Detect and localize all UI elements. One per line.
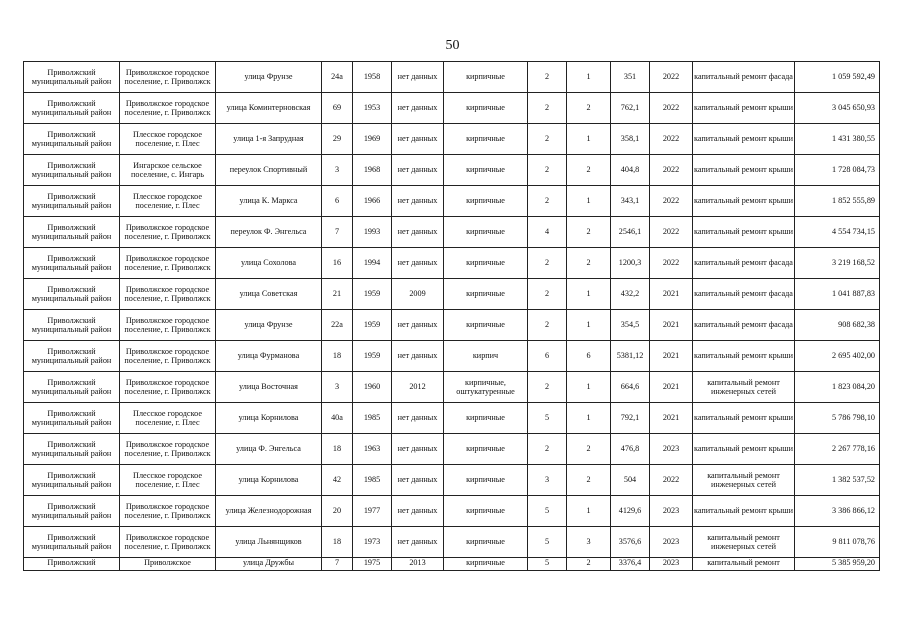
cell-walls: кирпичные — [444, 527, 528, 558]
cell-area: 1200,3 — [611, 248, 650, 279]
cell-cost: 2 695 402,00 — [795, 341, 880, 372]
cell-street: улица Коминтерновская — [216, 93, 322, 124]
cell-plan-year: 2023 — [650, 527, 693, 558]
cell-district: Приволжский муниципальный район — [24, 93, 120, 124]
cell-house: 16 — [322, 248, 353, 279]
cell-settlement: Приволжское городское поселение, г. Приволжск — [120, 279, 216, 310]
cell-walls: кирпичные — [444, 155, 528, 186]
cell-district: Приволжский муниципальный район — [24, 465, 120, 496]
cell-district: Приволжский муниципальный район — [24, 527, 120, 558]
cell-cost: 1 041 887,83 — [795, 279, 880, 310]
cell-floors: 4 — [528, 217, 567, 248]
cell-street: улица Сохолова — [216, 248, 322, 279]
cell-entrances: 1 — [567, 403, 611, 434]
cell-plan-year: 2022 — [650, 124, 693, 155]
cell-district: Приволжский муниципальный район — [24, 372, 120, 403]
cell-settlement: Приволжское городское поселение, г. Приволжск — [120, 341, 216, 372]
cell-settlement: Приволжское городское поселение, г. Приволжск — [120, 434, 216, 465]
cell-house: 7 — [322, 217, 353, 248]
cell-district: Приволжский муниципальный район — [24, 217, 120, 248]
cell-walls: кирпичные — [444, 93, 528, 124]
cell-district: Приволжский муниципальный район — [24, 186, 120, 217]
cell-street: улица Дружбы — [216, 558, 322, 571]
table-row — [24, 403, 880, 434]
cell-walls: кирпичные — [444, 217, 528, 248]
cell-settlement: Приволжское городское поселение, г. Приволжск — [120, 93, 216, 124]
cell-area: 476,8 — [611, 434, 650, 465]
cell-district: Приволжский муниципальный район — [24, 124, 120, 155]
cell-entrances: 2 — [567, 558, 611, 571]
cell-year-built: 1953 — [353, 93, 392, 124]
cell-work: капитальный ремонт фасада — [693, 279, 795, 310]
cell-year-repair: нет данных — [392, 186, 444, 217]
cell-walls: кирпичные — [444, 558, 528, 571]
cell-walls: кирпичные — [444, 465, 528, 496]
cell-district: Приволжский муниципальный район — [24, 403, 120, 434]
cell-settlement: Ингарское сельское поселение, с. Ингарь — [120, 155, 216, 186]
cell-cost: 1 852 555,89 — [795, 186, 880, 217]
cell-street: переулок Ф. Энгельса — [216, 217, 322, 248]
cell-work: капитальный ремонт крыши — [693, 155, 795, 186]
cell-year-built: 1959 — [353, 341, 392, 372]
cell-year-repair: нет данных — [392, 217, 444, 248]
cell-plan-year: 2022 — [650, 217, 693, 248]
cell-settlement: Плесское городское поселение, г. Плес — [120, 465, 216, 496]
cell-settlement: Приволжское городское поселение, г. Приволжск — [120, 310, 216, 341]
cell-settlement: Приволжское городское поселение, г. Приволжск — [120, 248, 216, 279]
cell-floors: 6 — [528, 341, 567, 372]
cell-area: 504 — [611, 465, 650, 496]
cell-work: капитальный ремонт инженерных сетей — [693, 372, 795, 403]
cell-entrances: 1 — [567, 279, 611, 310]
cell-house: 24а — [322, 62, 353, 93]
table-row — [24, 155, 880, 186]
cell-floors: 3 — [528, 465, 567, 496]
cell-plan-year: 2023 — [650, 496, 693, 527]
cell-year-built: 1994 — [353, 248, 392, 279]
cell-area: 343,1 — [611, 186, 650, 217]
cell-area: 3576,6 — [611, 527, 650, 558]
cell-house: 69 — [322, 93, 353, 124]
cell-year-built: 1958 — [353, 62, 392, 93]
cell-street: улица К. Маркса — [216, 186, 322, 217]
cell-area: 664,6 — [611, 372, 650, 403]
table-row — [24, 496, 880, 527]
cell-year-repair: нет данных — [392, 124, 444, 155]
cell-year-built: 1960 — [353, 372, 392, 403]
table-row — [24, 310, 880, 341]
cell-work: капитальный ремонт крыши — [693, 217, 795, 248]
cell-work: капитальный ремонт фасада — [693, 62, 795, 93]
cell-year-repair: нет данных — [392, 465, 444, 496]
cell-settlement: Приволжское городское поселение, г. Приволжск — [120, 496, 216, 527]
cell-house: 22а — [322, 310, 353, 341]
cell-entrances: 2 — [567, 217, 611, 248]
cell-area: 404,8 — [611, 155, 650, 186]
cell-house: 7 — [322, 558, 353, 571]
cell-plan-year: 2022 — [650, 248, 693, 279]
cell-entrances: 1 — [567, 496, 611, 527]
table-row — [24, 217, 880, 248]
cell-street: улица Фурманова — [216, 341, 322, 372]
cell-floors: 5 — [528, 527, 567, 558]
cell-floors: 2 — [528, 62, 567, 93]
cell-cost: 9 811 078,76 — [795, 527, 880, 558]
cell-cost: 1 823 084,20 — [795, 372, 880, 403]
cell-plan-year: 2021 — [650, 341, 693, 372]
cell-cost: 1 728 084,73 — [795, 155, 880, 186]
cell-area: 3376,4 — [611, 558, 650, 571]
cell-year-repair: 2013 — [392, 558, 444, 571]
cell-house: 18 — [322, 341, 353, 372]
table-row — [24, 186, 880, 217]
cell-work: капитальный ремонт инженерных сетей — [693, 527, 795, 558]
cell-year-repair: нет данных — [392, 93, 444, 124]
cell-street: улица Корнилова — [216, 403, 322, 434]
table-row — [24, 434, 880, 465]
cell-year-built: 1993 — [353, 217, 392, 248]
cell-year-built: 1968 — [353, 155, 392, 186]
cell-walls: кирпичные — [444, 310, 528, 341]
cell-district: Приволжский — [24, 558, 120, 571]
cell-entrances: 1 — [567, 186, 611, 217]
page-number: 50 — [445, 38, 460, 53]
cell-plan-year: 2023 — [650, 558, 693, 571]
cell-house: 40а — [322, 403, 353, 434]
cell-year-built: 1966 — [353, 186, 392, 217]
cell-cost: 3 386 866,12 — [795, 496, 880, 527]
cell-year-repair: нет данных — [392, 62, 444, 93]
cell-settlement: Приволжское городское поселение, г. Приволжск — [120, 527, 216, 558]
cell-floors: 2 — [528, 248, 567, 279]
cell-work: капитальный ремонт — [693, 558, 795, 571]
cell-year-repair: нет данных — [392, 496, 444, 527]
cell-house: 20 — [322, 496, 353, 527]
cell-year-repair: нет данных — [392, 434, 444, 465]
cell-walls: кирпичные — [444, 248, 528, 279]
cell-street: улица 1-я Запрудная — [216, 124, 322, 155]
cell-entrances: 1 — [567, 310, 611, 341]
cell-year-repair: 2012 — [392, 372, 444, 403]
cell-year-built: 1977 — [353, 496, 392, 527]
cell-cost: 4 554 734,15 — [795, 217, 880, 248]
cell-entrances: 1 — [567, 62, 611, 93]
cell-settlement: Плесское городское поселение, г. Плес — [120, 186, 216, 217]
cell-work: капитальный ремонт крыши — [693, 496, 795, 527]
cell-walls: кирпичные — [444, 403, 528, 434]
cell-floors: 5 — [528, 496, 567, 527]
cell-settlement: Плесское городское поселение, г. Плес — [120, 403, 216, 434]
cell-plan-year: 2022 — [650, 186, 693, 217]
cell-district: Приволжский муниципальный район — [24, 310, 120, 341]
cell-area: 358,1 — [611, 124, 650, 155]
cell-year-repair: нет данных — [392, 527, 444, 558]
cell-floors: 2 — [528, 372, 567, 403]
cell-floors: 5 — [528, 558, 567, 571]
cell-year-built: 1963 — [353, 434, 392, 465]
cell-settlement: Приволжское городское поселение, г. Приволжск — [120, 62, 216, 93]
cell-district: Приволжский муниципальный район — [24, 496, 120, 527]
cell-floors: 2 — [528, 124, 567, 155]
cell-house: 21 — [322, 279, 353, 310]
cell-cost: 2 267 778,16 — [795, 434, 880, 465]
cell-plan-year: 2022 — [650, 155, 693, 186]
cell-year-repair: нет данных — [392, 155, 444, 186]
cell-area: 354,5 — [611, 310, 650, 341]
cell-entrances: 2 — [567, 155, 611, 186]
table-row — [24, 558, 880, 571]
cell-year-repair: нет данных — [392, 310, 444, 341]
cell-walls: кирпичные — [444, 62, 528, 93]
cell-settlement: Приволжское городское поселение, г. Приволжск — [120, 217, 216, 248]
cell-cost: 5 385 959,20 — [795, 558, 880, 571]
cell-year-repair: нет данных — [392, 403, 444, 434]
cell-street: улица Фрунзе — [216, 310, 322, 341]
cell-area: 5381,12 — [611, 341, 650, 372]
cell-work: капитальный ремонт инженерных сетей — [693, 465, 795, 496]
cell-entrances: 6 — [567, 341, 611, 372]
cell-work: капитальный ремонт крыши — [693, 434, 795, 465]
cell-area: 792,1 — [611, 403, 650, 434]
cell-street: переулок Спортивный — [216, 155, 322, 186]
cell-street: улица Фрунзе — [216, 62, 322, 93]
cell-plan-year: 2023 — [650, 434, 693, 465]
table-row — [24, 527, 880, 558]
cell-work: капитальный ремонт крыши — [693, 124, 795, 155]
cell-cost: 3 045 650,93 — [795, 93, 880, 124]
cell-floors: 2 — [528, 186, 567, 217]
cell-year-built: 1959 — [353, 310, 392, 341]
cell-district: Приволжский муниципальный район — [24, 279, 120, 310]
cell-settlement: Плесское городское поселение, г. Плес — [120, 124, 216, 155]
cell-cost: 908 682,38 — [795, 310, 880, 341]
cell-year-built: 1975 — [353, 558, 392, 571]
cell-year-repair: нет данных — [392, 248, 444, 279]
cell-entrances: 2 — [567, 93, 611, 124]
cell-area: 4129,6 — [611, 496, 650, 527]
cell-area: 2546,1 — [611, 217, 650, 248]
cell-work: капитальный ремонт крыши — [693, 93, 795, 124]
cell-floors: 2 — [528, 93, 567, 124]
repair-program-table — [23, 61, 880, 571]
cell-settlement: Приволжское городское поселение, г. Приволжск — [120, 372, 216, 403]
cell-house: 6 — [322, 186, 353, 217]
cell-year-repair: нет данных — [392, 341, 444, 372]
table-row — [24, 341, 880, 372]
cell-work: капитальный ремонт фасада — [693, 310, 795, 341]
cell-year-built: 1959 — [353, 279, 392, 310]
cell-cost: 5 786 798,10 — [795, 403, 880, 434]
cell-entrances: 1 — [567, 124, 611, 155]
cell-street: улица Железнодорожная — [216, 496, 322, 527]
cell-district: Приволжский муниципальный район — [24, 434, 120, 465]
cell-walls: кирпичные — [444, 186, 528, 217]
cell-house: 3 — [322, 372, 353, 403]
table-row — [24, 93, 880, 124]
cell-year-repair: 2009 — [392, 279, 444, 310]
cell-house: 29 — [322, 124, 353, 155]
cell-cost: 1 059 592,49 — [795, 62, 880, 93]
cell-entrances: 1 — [567, 372, 611, 403]
cell-floors: 2 — [528, 310, 567, 341]
cell-plan-year: 2021 — [650, 310, 693, 341]
cell-plan-year: 2021 — [650, 279, 693, 310]
cell-plan-year: 2022 — [650, 93, 693, 124]
cell-work: капитальный ремонт крыши — [693, 186, 795, 217]
cell-street: улица Льнянщиков — [216, 527, 322, 558]
cell-street: улица Советская — [216, 279, 322, 310]
table-row — [24, 124, 880, 155]
cell-settlement: Приволжское — [120, 558, 216, 571]
cell-year-built: 1969 — [353, 124, 392, 155]
cell-year-built: 1973 — [353, 527, 392, 558]
cell-year-built: 1985 — [353, 465, 392, 496]
cell-house: 18 — [322, 434, 353, 465]
table-row — [24, 465, 880, 496]
cell-area: 762,1 — [611, 93, 650, 124]
cell-house: 18 — [322, 527, 353, 558]
cell-floors: 5 — [528, 403, 567, 434]
cell-house: 3 — [322, 155, 353, 186]
cell-walls: кирпичные — [444, 496, 528, 527]
cell-walls: кирпичные, оштукатуренные — [444, 372, 528, 403]
cell-walls: кирпичные — [444, 279, 528, 310]
cell-entrances: 2 — [567, 465, 611, 496]
cell-walls: кирпич — [444, 341, 528, 372]
cell-plan-year: 2022 — [650, 465, 693, 496]
cell-plan-year: 2021 — [650, 372, 693, 403]
cell-floors: 2 — [528, 279, 567, 310]
cell-walls: кирпичные — [444, 124, 528, 155]
cell-entrances: 2 — [567, 434, 611, 465]
table-row — [24, 279, 880, 310]
cell-plan-year: 2022 — [650, 62, 693, 93]
cell-cost: 1 431 380,55 — [795, 124, 880, 155]
cell-street: улица Ф. Энгельса — [216, 434, 322, 465]
cell-work: капитальный ремонт крыши — [693, 403, 795, 434]
cell-street: улица Корнилова — [216, 465, 322, 496]
cell-cost: 3 219 168,52 — [795, 248, 880, 279]
cell-district: Приволжский муниципальный район — [24, 62, 120, 93]
cell-area: 351 — [611, 62, 650, 93]
cell-plan-year: 2021 — [650, 403, 693, 434]
cell-work: капитальный ремонт крыши — [693, 341, 795, 372]
table-row — [24, 248, 880, 279]
cell-street: улица Восточная — [216, 372, 322, 403]
cell-floors: 2 — [528, 155, 567, 186]
cell-cost: 1 382 537,52 — [795, 465, 880, 496]
cell-entrances: 3 — [567, 527, 611, 558]
table-row — [24, 372, 880, 403]
cell-year-built: 1985 — [353, 403, 392, 434]
cell-district: Приволжский муниципальный район — [24, 341, 120, 372]
cell-entrances: 2 — [567, 248, 611, 279]
cell-walls: кирпичные — [444, 434, 528, 465]
table-row — [24, 62, 880, 93]
cell-house: 42 — [322, 465, 353, 496]
cell-floors: 2 — [528, 434, 567, 465]
cell-area: 432,2 — [611, 279, 650, 310]
cell-work: капитальный ремонт фасада — [693, 248, 795, 279]
cell-district: Приволжский муниципальный район — [24, 248, 120, 279]
cell-district: Приволжский муниципальный район — [24, 155, 120, 186]
